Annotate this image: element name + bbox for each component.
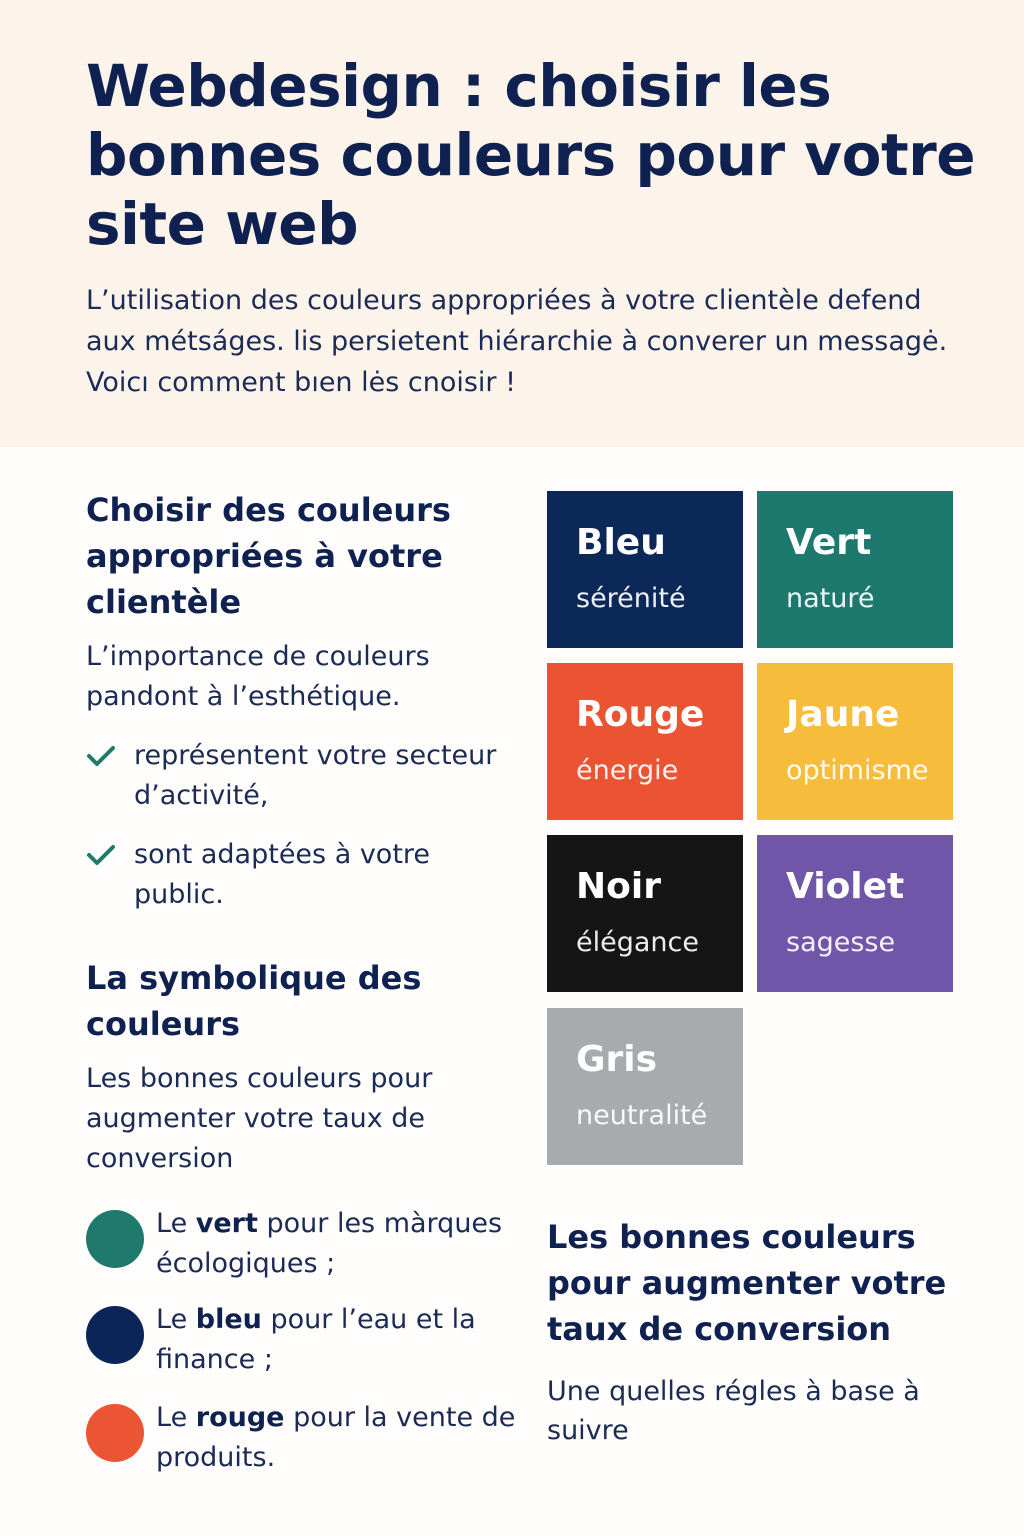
section-text-audience: L’importance de couleurs pandont à l’esthétique. (86, 641, 430, 712)
tile-meaning: naturé (786, 583, 875, 614)
tile-name: Jaune (786, 694, 900, 735)
check-item-text: sont adaptées à votre public. (134, 839, 431, 910)
tile-name: Noir (576, 866, 661, 907)
color-tile-jaune (757, 663, 953, 820)
color-tile-violet (757, 835, 953, 992)
check-icon (86, 843, 116, 867)
tile-name: Rouge (576, 694, 705, 735)
tile-meaning: optimisme (786, 755, 929, 786)
color-tile-vert (757, 491, 953, 648)
intro-text: L’utilisation des couleurs appropriées à votre clientèle defend aux métságes. lis persietent hiérarchie à converer un messagė. Voicı comment bıen lės cnoisir ! (86, 285, 948, 398)
color-usage-text: Le bleu pour l’eau et la finance ; (156, 1304, 476, 1375)
check-icon (86, 744, 116, 768)
red-dot-icon (86, 1404, 144, 1462)
color-tile-rouge (547, 663, 743, 820)
color-tile-gris (547, 1008, 743, 1165)
section-heading-conversion: Les bonnes couleurs pour augmenter votre taux de conversion (547, 1218, 947, 1348)
tile-meaning: sagesse (786, 927, 896, 958)
page-title: Webdesign : choisir les bonnes couleurs pour votre site web (86, 52, 976, 258)
check-item-text: représentent votre secteur d’activité, (134, 740, 497, 811)
tile-name: Gris (576, 1039, 658, 1080)
tile-name: Violet (786, 866, 905, 907)
tile-name: Vert (786, 522, 872, 563)
color-usage-text: Le vert pour les màrques écologiques ; (156, 1208, 503, 1279)
section-heading-audience: Choisir des couleurs appropriées à votre clientèle (86, 491, 451, 621)
tile-meaning: neutralité (576, 1100, 708, 1131)
green-dot-icon (86, 1210, 144, 1268)
blue-dot-icon (86, 1306, 144, 1364)
color-usage-text: Le rouge pour la vente de produits. (156, 1402, 516, 1473)
tile-meaning: énergie (576, 755, 679, 786)
section-text-symbolism: Les bonnes couleurs pour augmenter votre taux de conversion (86, 1063, 433, 1174)
section-heading-symbolism: La symbolique des couleurs (86, 959, 422, 1043)
tile-name: Bleu (576, 522, 666, 563)
section-text-conversion: Une quelles régles à base à suivre (547, 1376, 920, 1446)
color-tile-noir (547, 835, 743, 992)
hero-banner (0, 0, 1024, 447)
color-tile-bleu (547, 491, 743, 648)
tile-meaning: sérénité (576, 583, 686, 614)
tile-meaning: élégance (576, 927, 699, 958)
